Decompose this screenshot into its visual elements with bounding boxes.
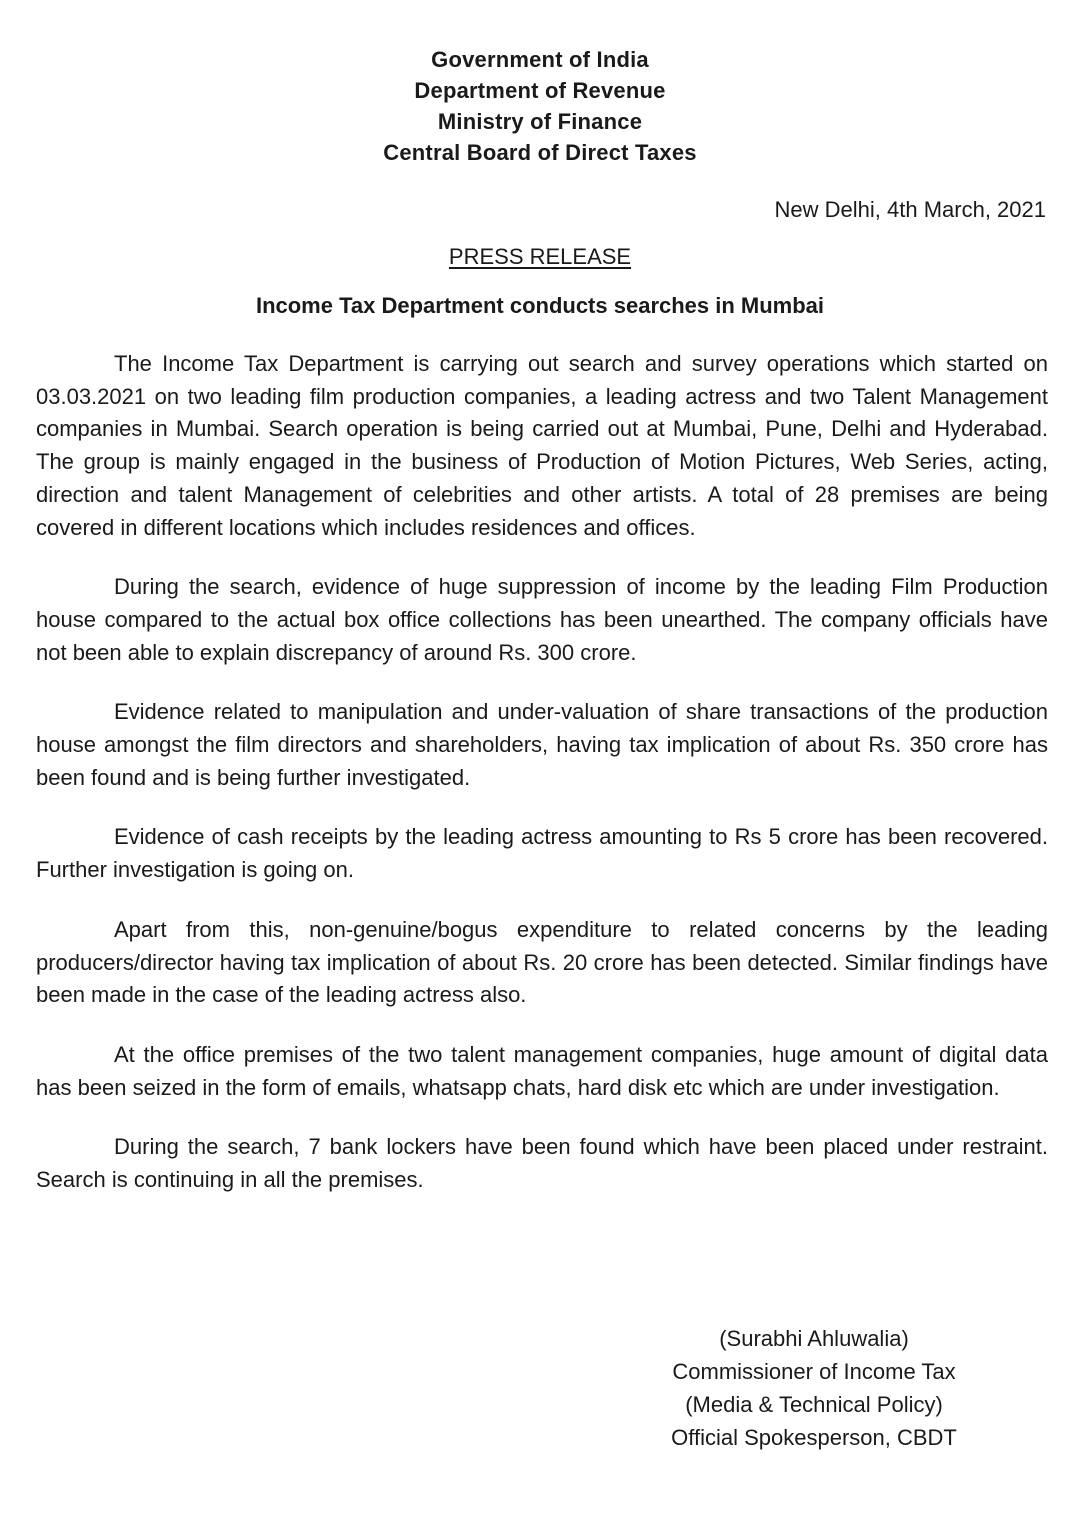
signatory-name: (Surabhi Ahluwalia) xyxy=(719,1326,909,1351)
signatory-department: (Media & Technical Policy) xyxy=(685,1392,943,1417)
paragraph-digital-data: At the office premises of the two talent management companies, huge amount of digital data has been seized in the form of emails, whatsapp chats, hard disk etc which are under investigation. xyxy=(36,1041,1048,1100)
subject-heading: Income Tax Department conducts searches in Mumbai xyxy=(255,293,825,318)
letterhead-ministry: Ministry of Finance xyxy=(437,109,643,134)
date-line: New Delhi, 4th March, 2021 xyxy=(774,197,1046,222)
letterhead-government: Government of India xyxy=(431,47,649,72)
paragraph-bank-lockers: During the search, 7 bank lockers have been found which have been placed under restraint. Search is continuing in all the premises. xyxy=(36,1134,1048,1193)
signatory-role: Official Spokesperson, CBDT xyxy=(671,1425,957,1450)
paragraph-cash-receipts: Evidence of cash receipts by the leading actress amounting to Rs 5 crore has been recovered. Further investigation is going on. xyxy=(36,824,1048,883)
letterhead-board: Central Board of Direct Taxes xyxy=(383,140,697,165)
signature-block xyxy=(604,1322,1024,1454)
signatory-title: Commissioner of Income Tax xyxy=(672,1359,956,1384)
release-body xyxy=(36,348,1048,1224)
letterhead-department: Department of Revenue xyxy=(414,78,666,103)
document-type-label: PRESS RELEASE xyxy=(448,244,632,269)
paragraph-income-suppression: During the search, evidence of huge suppression of income by the leading Film Production house compared to the actual box office collections has been unearthed. The company officials have not been able to explain discrepancy of around Rs. 300 crore. xyxy=(36,574,1048,665)
paragraph-bogus-expenditure: Apart from this, non-genuine/bogus expenditure to related concerns by the leading producers/director having tax implication of about Rs. 20 crore has been detected. Similar findings have been made in the case of the leading actress also. xyxy=(36,916,1048,1008)
paragraph-operations: The Income Tax Department is carrying out search and survey operations which started on 03.03.2021 on two leading film production companies, a leading actress and two Talent Management companies in Mumbai. Search operation is being carried out at Mumbai, Pune, Delhi and Hyderabad. The group is mainly engaged in the business of Production of Motion Pictures, Web Series, acting, direction and talent Management of celebrities and other artists. A total of 28 premises are being covered in different locations which includes residences and offices. xyxy=(36,351,1048,540)
paragraph-share-transactions: Evidence related to manipulation and under-valuation of share transactions of the production house amongst the film directors and shareholders, having tax implication of about Rs. 350 crore has been found and is being further investigated. xyxy=(36,699,1048,790)
letterhead xyxy=(0,44,1080,168)
document-type-heading xyxy=(0,243,1080,271)
